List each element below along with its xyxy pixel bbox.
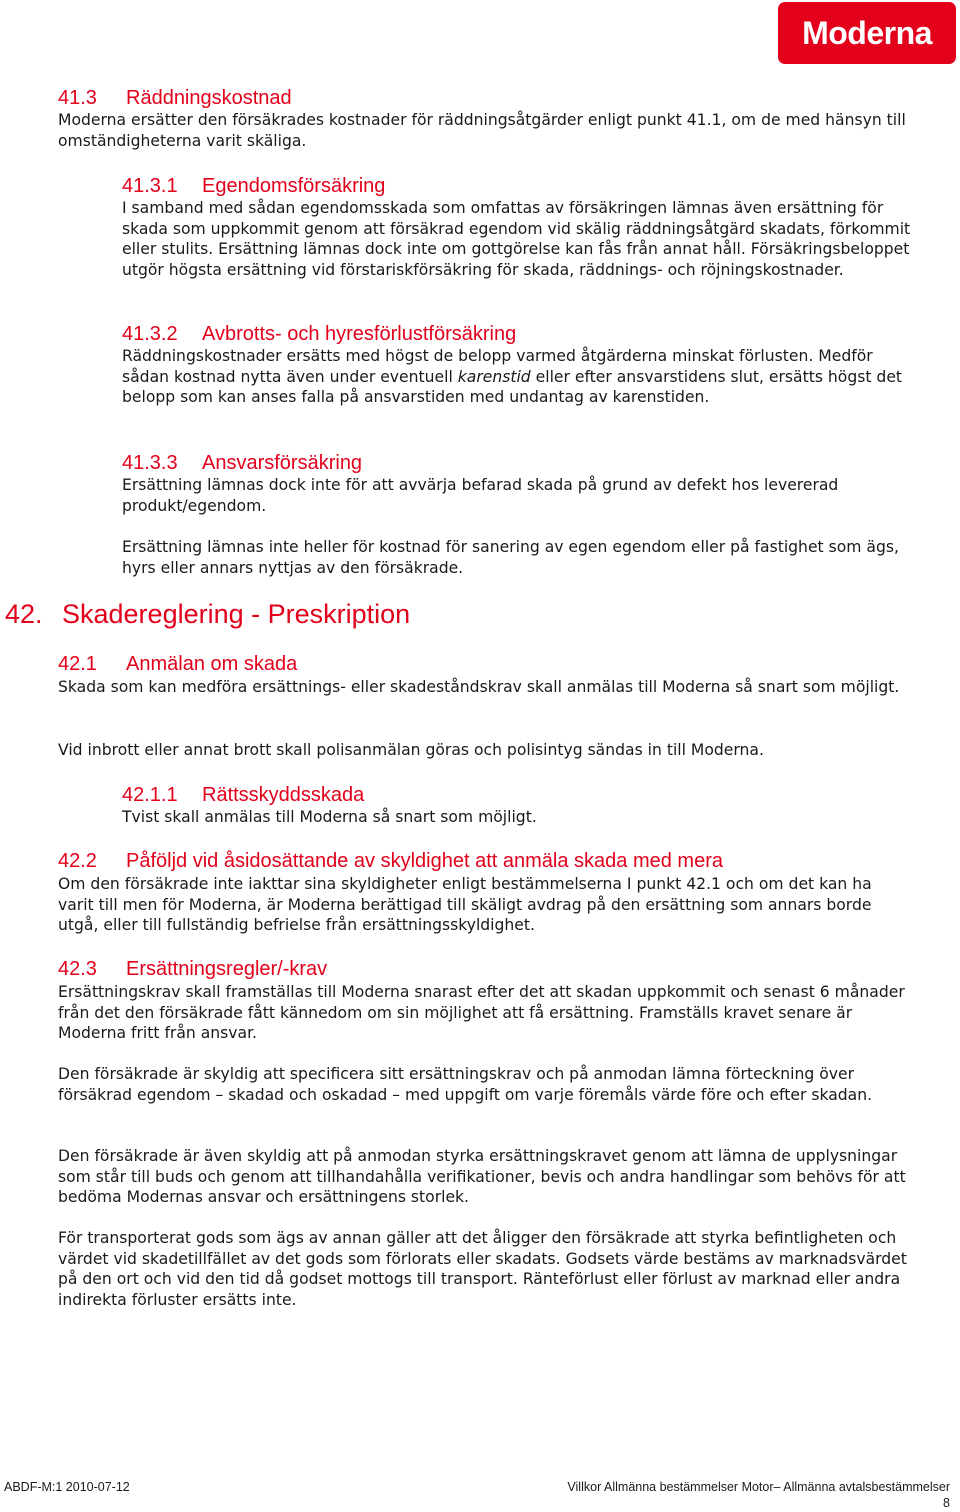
- heading-title: Skadereglering - Preskription: [62, 599, 411, 629]
- heading-title: Ersättningsregler/-krav: [126, 958, 328, 980]
- heading-number: 41.3.1: [122, 175, 178, 197]
- paragraph-text: Räddningskostnader ersätts med högst de belopp varmed åtgärderna minskat förlusten. Medför sådan kostnad nytta även under eventuell: [122, 347, 873, 386]
- heading-number: 41.3.2: [122, 323, 178, 345]
- heading-number: 42.3: [58, 958, 97, 980]
- paragraph-41-3: Moderna ersätter den försäkrades kostnader för räddningsåtgärder enligt punkt 41.1, om de med hänsyn till omständigheterna varit skäliga.: [58, 111, 906, 150]
- paragraph-42-1-a: Skada som kan medföra ersättnings- eller skadeståndskrav skall anmälas till Moderna så snart som möjligt.: [58, 678, 900, 696]
- heading-number: 41.3: [58, 87, 97, 109]
- heading-42-2: [58, 849, 723, 873]
- heading-41-3-3: [122, 451, 362, 475]
- heading-number: 42.1.1: [122, 784, 178, 806]
- heading-title: Anmälan om skada: [126, 653, 298, 675]
- heading-title: Påföljd vid åsidosättande av skyldighet att anmäla skada med mera: [126, 850, 724, 872]
- heading-title: Ansvarsförsäkring: [202, 452, 363, 474]
- heading-title: Räddningskostnad: [126, 87, 292, 109]
- heading-41-3-2: [122, 322, 516, 346]
- paragraph-42-3-a: Ersättningskrav skall framställas till Moderna snarast efter det att skadan uppkommit och senast 6 månader från det den försäkrade fått kännedom om sin möjlighet att få ersättning. Framställs kravet senare är Moderna fritt från ansvar.: [58, 983, 905, 1043]
- heading-title: Avbrotts- och hyresförlustförsäkring: [202, 323, 517, 345]
- heading-41-3: [58, 86, 292, 110]
- paragraph-41-3-1: I samband med sådan egendomsskada som omfattas av försäkringen lämnas även ersättning för skada som uppkommit genom att försäkrad egendom vid skälig räddningsåtgärd skadats, förkommit eller stulits. Ersättning lämnas dock inte om gottgörelse kan fås från annat håll. Försäkringsbeloppet utgör högsta ersättning vid förstariskförsäkring för skada, räddnings- och röjningskostnader.: [122, 199, 911, 279]
- paragraph-42-2: Om den försäkrade inte iakttar sina skyldigheter enligt bestämmelserna I punkt 42.1 och om det kan ha varit till men för Moderna, är Moderna berättigad till skäligt avdrag på den ersättning som annars borde utgå, eller till fullständig befrielse från ersättningsskyldighet.: [58, 875, 872, 935]
- paragraph-41-3-2: [122, 346, 912, 408]
- footer-page-number: 8: [943, 1496, 950, 1510]
- heading-41-3-1: [122, 174, 385, 198]
- heading-number: 42.: [5, 599, 43, 629]
- footer-document-title: Villkor Allmänna bestämmelser Motor– Allmänna avtalsbestämmelser: [567, 1480, 950, 1494]
- paragraph-41-3-3-b: Ersättning lämnas inte heller för kostnad för sanering av egen egendom eller på fastighet som ägs, hyrs eller annars nyttjas av den försäkrade.: [122, 538, 899, 577]
- heading-42-1-1: [122, 783, 364, 807]
- paragraph-41-3-3-a: Ersättning lämnas dock inte för att avvärja befarad skada på grund av defekt hos levererad produkt/egendom.: [122, 476, 839, 515]
- paragraph-42-1-b: Vid inbrott eller annat brott skall polisanmälan göras och polisintyg sändas in till Moderna.: [58, 741, 764, 759]
- paragraph-42-3-d: För transporterat gods som ägs av annan gäller att det åligger den försäkrade att styrka befintligheten och värdet vid skadetillfället av det gods som förlorats eller skadats. Godsets värde bestäms av marknadsvärdet på den ort och vid den tid då godset mottogs till transport. Ränteförlust eller förlust av marknad eller andra indirekta förluster ersätts inte.: [58, 1229, 907, 1309]
- heading-42-3: [58, 957, 327, 981]
- heading-42-1: [58, 652, 297, 676]
- logo-text: Moderna: [802, 14, 932, 51]
- paragraph-42-1-1: Tvist skall anmälas till Moderna så snart som möjligt.: [122, 808, 537, 826]
- heading-title: Egendomsförsäkring: [202, 175, 386, 197]
- paragraph-text: eller efter ansvarstidens slut, ersätts högst det belopp som kan anses falla på ansvarstiden med undantag av karenstiden.: [122, 367, 903, 407]
- moderna-logo: [778, 2, 956, 64]
- heading-title: Rättsskyddsskada: [202, 784, 365, 806]
- emphasis-karenstid: karenstid: [457, 367, 531, 386]
- footer-document-id: ABDF-M:1 2010-07-12: [4, 1480, 130, 1494]
- paragraph-42-3-b: Den försäkrade är skyldig att specificera sitt ersättningskrav och på anmodan lämna förteckning över försäkrad egendom – skadad och oskadad – med uppgift om varje föremåls värde före och efter skadan.: [58, 1065, 873, 1104]
- heading-number: 42.2: [58, 850, 97, 872]
- heading-42: [5, 598, 410, 630]
- paragraph-42-3-c: Den försäkrade är även skyldig att på anmodan styrka ersättningskravet genom att lämna de upplysningar som står till buds och genom att tillhandahålla verifikationer, bevis och andra handlingar som behövs för att bedöma Modernas ansvar och ersättningens storlek.: [58, 1147, 906, 1207]
- heading-number: 41.3.3: [122, 452, 178, 474]
- heading-number: 42.1: [58, 653, 97, 675]
